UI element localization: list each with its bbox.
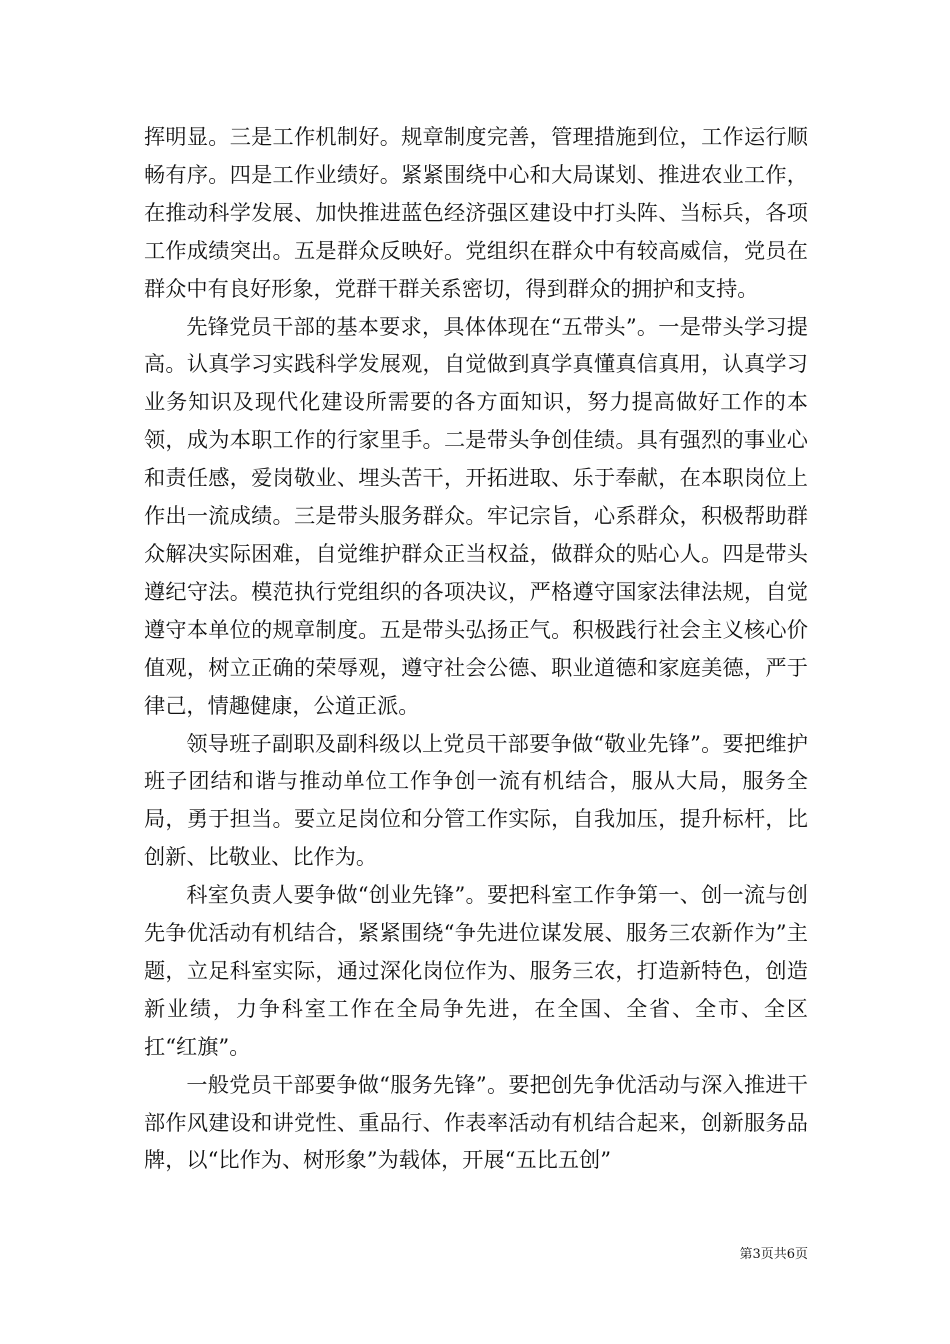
document-body [144, 118, 808, 1179]
paragraph-4: 科室负责人要争做“创业先锋”。要把科室工作争第一、创一流与创先争优活动有机结合，紧紧围绕“争先进位谋发展、服务三农新作为”主题，立足科室实际，通过深化岗位作为、服务三农，打造新特色，创造新业绩，力争科室工作在全局争先进，在全国、全省、全市、全区扛“红旗”。 [144, 882, 808, 1059]
paragraph-1: 挥明显。三是工作机制好。规章制度完善，管理措施到位，工作运行顺畅有序。四是工作业绩好。紧紧围绕中心和大局谋划、推进农业工作，在推动科学发展、加快推进蓝色经济强区建设中打头阵、当标兵，各项工作成绩突出。五是群众反映好。党组织在群众中有较高威信，党员在群众中有良好形象，党群干群关系密切，得到群众的拥护和支持。 [144, 124, 808, 301]
paragraph-2: 先锋党员干部的基本要求，具体体现在“五带头”。一是带头学习提高。认真学习实践科学发展观，自觉做到真学真懂真信真用，认真学习业务知识及现代化建设所需要的各方面知识，努力提高做好工作的本领，成为本职工作的行家里手。二是带头争创佳绩。具有强烈的事业心和责任感，爱岗敬业、埋头苦干，开拓进取、乐于奉献，在本职岗位上作出一流成绩。三是带头服务群众。牢记宗旨，心系群众，积极帮助群众解决实际困难，自觉维护群众正当权益，做群众的贴心人。四是带头遵纪守法。模范执行党组织的各项决议，严格遵守国家法律法规，自觉遵守本单位的规章制度。五是带头弘扬正气。积极践行社会主义核心价值观，树立正确的荣辱观，遵守社会公德、职业道德和家庭美德，严于律己，情趣健康，公道正派。 [144, 313, 808, 718]
paragraph-3: 领导班子副职及副科级以上党员干部要争做“敬业先锋”。要把维护班子团结和谐与推动单位工作争创一流有机结合，服从大局，服务全局，勇于担当。要立足岗位和分管工作实际，自我加压，提升标杆，比创新、比敬业、比作为。 [144, 730, 808, 870]
page-number-footer: 第3页共6页 [739, 1247, 808, 1262]
paragraph-5: 一般党员干部要争做“服务先锋”。要把创先争优活动与深入推进干部作风建设和讲党性、重品行、作表率活动有机结合起来，创新服务品牌，以“比作为、树形象”为载体，开展“五比五创” [144, 1071, 808, 1173]
